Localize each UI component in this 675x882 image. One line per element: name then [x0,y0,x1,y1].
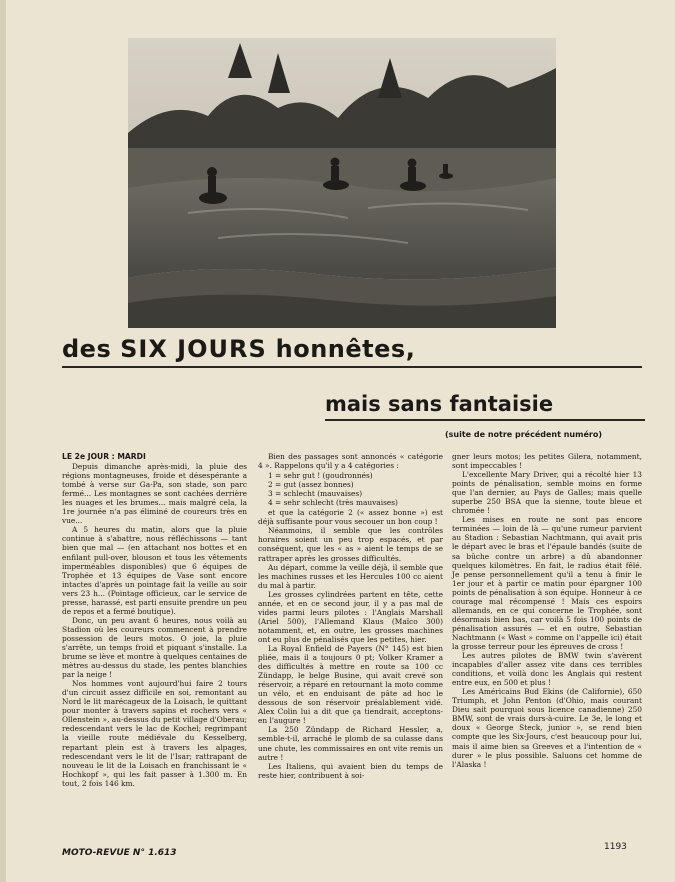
headline-prefix: des [62,335,112,363]
paragraph: La 250 Zündapp de Richard Hessler, a, semble-t-il, arraché le plomb de sa culasse dans une chute, les commissaires en ont vite remis un autre ! [258,725,443,762]
paragraph: gner leurs motos; les petites Gilera, notamment, sont impeccables ! [452,452,642,471]
paragraph: Nos hommes vont aujourd'hui faire 2 tours d'un circuit assez difficile en soi, remontant au Nord le lit marécageux de la Loisach, le quittant pour monter à travers sapins et rochers vers « Ollenstein », au-dessus du petit village d'Oberau; redescendant vers le lac de Kochel; regrimpant la vieille route médiévale du Kesselberg, repartant plein est à travers les alpages, redescendant vers le lit de l'Isar; rattrapant de nouveau le lit de la Loisach en franchissant le « Hochkopf », qui les fait passer à 1.300 m. En tout, 2 fois 146 km. [62,679,247,788]
paragraph: Bien des passages sont annoncés « catégorie 4 ». Rappelons qu'il y a 4 catégories : [258,452,443,471]
paragraph: Néanmoins, il semble que les contrôles horaires soient un peu trop espacés, et par conséquent, que les « as » aient le temps de se rattraper après les grosses difficultés. [258,526,443,563]
article-column-2 [258,452,443,780]
headline-rule-1 [62,366,642,368]
category-item: 1 = sehr gut ! (goudronnés) [268,471,373,481]
paragraph: Au départ, comme la veille déjà, il semble que les machines russes et les Hercules 100 cc aient du mal à partir. [258,562,443,590]
paragraph: Les grosses cylindrées partent en tête, cette année, et en ce second jour, il y a pas mal de vides parmi leurs pilotes : l'Anglais Marshall (Ariel 500), l'Allemand Klaus (Maïco 300) notamment, et, en outre, les grosses machines ont eu plus de pénalisés que les petites, hier. [258,589,443,644]
category-item: 2 = gut (assez bonnes) [268,480,354,490]
paragraph: Les Italiens, qui avaient bien du temps de reste hier, contribuent à soi- [258,761,443,780]
article-column-3 [452,452,642,769]
magazine-issue: MOTO-REVUE N° 1.613 [62,848,177,858]
paragraph: Depuis dimanche après-midi, la pluie des régions montagneuses, froide et désespérante a tombé à verse sur Ga-Pa, son stade, son parc fermé... Les montagnes se sont cachées derrière les nuages et les brumes... mais malgré cela, la 1re journée n'a pas éliminé de coureurs très en vue... [62,462,247,526]
paragraph: et que la catégorie 2 (« assez bonne ») est déjà suffisante pour vous secouer un bon coup ! [258,508,443,527]
paragraph: Les mises en route ne sont pas encore terminées — loin de là — qu'une rumeur parvient au Stadion : Sebastian Nachtmann, qui avait pris le départ avec le bras et l'épaule bandés (suite de sa bûche contre un arbre) a dû abandonner quelques kilomètres. En fait, le radius était fêlé. Je pense personnellement qu'il a tenu à finir le 1er jour et à partir ce matin pour épargner 100 points de pénalisation à son équipe. Honneur à ce courage mal récompensé ! Mais ces espoirs allemands, en ce qui concerne le Trophée, sont désormais bien bas, car voilà 5 fois 100 points de pénalisation assurés — et en outre, Sebastian Nachtmann (« Wast » comme on l'appelle ici) était la grosse terreur pour les épreuves de cross ! [452,515,642,651]
headline-line-2: mais sans fantaisie [325,392,554,416]
continued-note: (suite de notre précédent numéro) [445,430,602,439]
article-column-1 [62,452,247,788]
headline-rule-2 [325,419,645,421]
paragraph: Donc, un peu avant 6 heures, nous voilà au Stadion où les coureurs commencent à prendre possession de leurs motos. O joie, la pluie s'arrête, un temps froid et piquant s'installe. La brume se lève et montre à quelques centaines de mètres au-dessus du stade, les pentes blanchies par la neige ! [62,615,247,680]
paragraph: A 5 heures du matin, alors que la pluie continue à s'abattre, nous réfléchissons — tant bien que mal — (en attachant nos bottes et en enfilant pull-over, blouson et tous les vêtements imperméables disponibles) que 6 équipes de Trophée et 13 équipes de Vase sont encore intactes d'après un pointage fait la veille au soir vers 23 h... (Pointage officieux, car le service de presse, harassé, est parti ensuite prendre un peu de repos et a fermé boutique). [62,525,247,616]
headline-suffix: honnêtes, [275,335,416,363]
paragraph: La Royal Enfield de Payers (N° 145) est bien pliée, mais il a toujours 0 pt; Volker Kramer a des difficultés à mettre en route sa 100 cc Zündapp, le belge Busine, qui avait crevé son réservoir, a réparé en retournant la moto comme un vélo, et en enduisant de pâte ad hoc le dessous de son réservoir préalablement vidé. Alex Colin lui a dit que ça tiendrait, acceptons-en l'augure ! [258,643,443,726]
headline-caps: SIX JOURS [120,335,267,363]
section-heading: LE 2e JOUR : MARDI [62,452,146,461]
page-edge-shadow [0,0,6,882]
headline-line-1 [62,337,415,361]
category-item: 3 = schlecht (mauvaises) [268,489,363,499]
category-list [268,471,443,507]
race-photo-image [128,38,556,328]
page-number: 1193 [604,842,627,852]
race-photo [128,38,556,328]
paragraph: L'excellente Mary Driver, qui a récolté hier 13 points de pénalisation, semble moins en forme que l'an dernier, au Pays de Galles; mais quelle superbe 250 BSA que la sienne, toute bleue et chromée ! [452,470,642,516]
paragraph: Les autres pilotes de BMW twin s'avèrent incapables d'aller assez vite dans ces terribles conditions, et voilà donc les Anglais qui restent entre eux, en 500 et plus ! [452,651,642,688]
category-item: 4 = sehr schlecht (très mauvaises) [268,498,398,508]
paragraph: Les Américains Bud Ekins (de Californie), 650 Triumph, et John Penton (d'Ohio, mais courant Dieu sait pourquoi sous licence canadienne) 250 BMW, sont de vrais durs-à-cuire. Le 3e, le long et doux « George Steck, junior », se rend bien compte que les Six-Jours, c'est beaucoup pour lui, mais il aime bien sa Greeves et a l'intention de « durer » le plus possible. Saluons cet homme de l'Alaska ! [452,687,642,769]
